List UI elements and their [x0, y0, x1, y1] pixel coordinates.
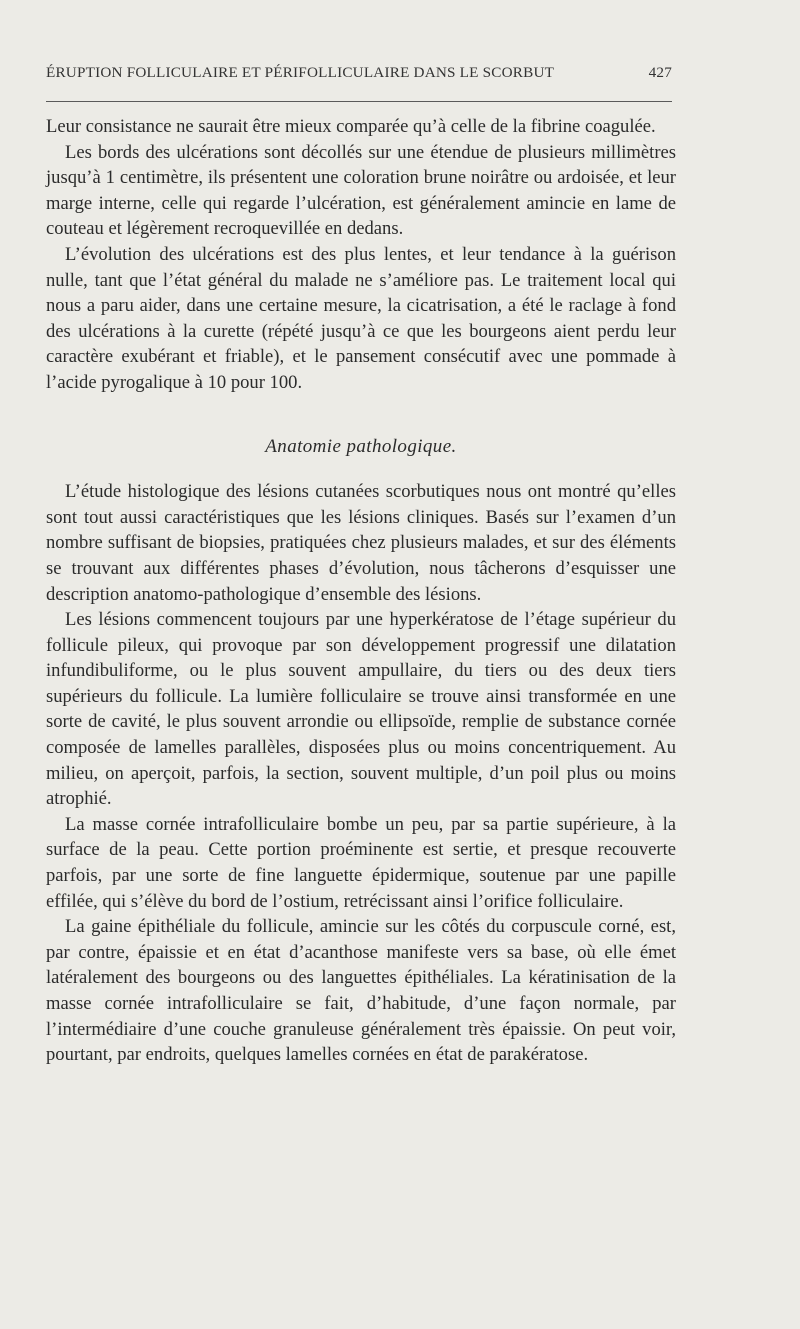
header-rule [46, 101, 672, 102]
page-number: 427 [648, 64, 672, 81]
paragraph: L’évolution des ulcérations est des plus lentes, et leur tendance à la guérison nulle, tant que l’état général du malade ne s’améliore pas. Le traitement local qui nous a paru aider, dans une certaine mesure, la cicatrisation, a été le raclage à fond des ulcérations à la curette (répété jusqu’à ce que les bourgeons aient perdu leur caractère exubérant et friable), et le pansement consécutif avec une pommade à l’acide pyrogalique à 10 pour 100. [46, 243, 676, 393]
running-title: ÉRUPTION FOLLICULAIRE ET PÉRIFOLLICULAIRE DANS LE SCORBUT [46, 64, 555, 81]
paragraph: La masse cornée intrafolliculaire bombe un peu, par sa partie supérieure, à la surface de la peau. Cette portion proéminente est sertie, et presque recouverte parfois, par une sorte de fine languette épidermique, soutenue par une papille effilée, qui s’élève du bord de l’ostium, retrécissant ainsi l’orifice folliculaire. [46, 813, 676, 912]
paragraph: Leur consistance ne saurait être mieux comparée qu’à celle de la fibrine coagulée. [46, 116, 656, 137]
section-title: Anatomie pathologique. [265, 435, 457, 457]
running-header [46, 64, 672, 82]
body-text [46, 114, 676, 1068]
paragraph: L’étude histologique des lésions cutanées scorbutiques nous ont montré qu’elles sont tout aussi caractéristiques que les lésions cliniques. Basés sur l’examen d’un nombre suffisant de biopsies, pratiquées chez plusieurs malades, et sur des éléments se trouvant aux différentes phases d’évolution, nous tâcherons d’esquisser une description anatomo-pathologique d’ensemble des lésions. [46, 481, 676, 605]
paragraph: Les bords des ulcérations sont décollés sur une étendue de plusieurs millimètres jusqu’à 1 centimètre, ils présentent une coloration brune noirâtre ou ardoisée, et leur marge interne, celle qui regarde l’ulcération, est généralement amincie en lame de couteau et légèrement recroquevillée en dedans. [46, 141, 676, 240]
paragraph: La gaine épithéliale du follicule, amincie sur les côtés du corpuscule corné, est, par contre, épaissie et en état d’acanthose manifeste vers sa base, où elle émet latéralement des bourgeons ou des languettes épithéliales. La kératinisation de la masse cornée intrafolliculaire se fait, d’habitude, d’une façon normale, par l’intermédiaire d’une couche granuleuse généralement très épaissie. On peut voir, pourtant, par endroits, quelques lamelles cornées en état de parakératose. [46, 916, 676, 1066]
paragraph: Les lésions commencent toujours par une hyperkératose de l’étage supérieur du follicule pileux, qui provoque par son développement progressif une dilatation infundibuliforme, ou le plus souvent ampullaire, du tiers ou des deux tiers supérieurs du follicule. La lumière folliculaire se trouve ainsi transformée en une sorte de cavité, le plus souvent arrondie ou ellipsoïde, remplie de substance cornée composée de lamelles parallèles, disposées plus ou moins concentriquement. Au milieu, on aperçoit, parfois, la section, souvent multiple, d’un poil plus ou moins atrophié. [46, 609, 676, 810]
